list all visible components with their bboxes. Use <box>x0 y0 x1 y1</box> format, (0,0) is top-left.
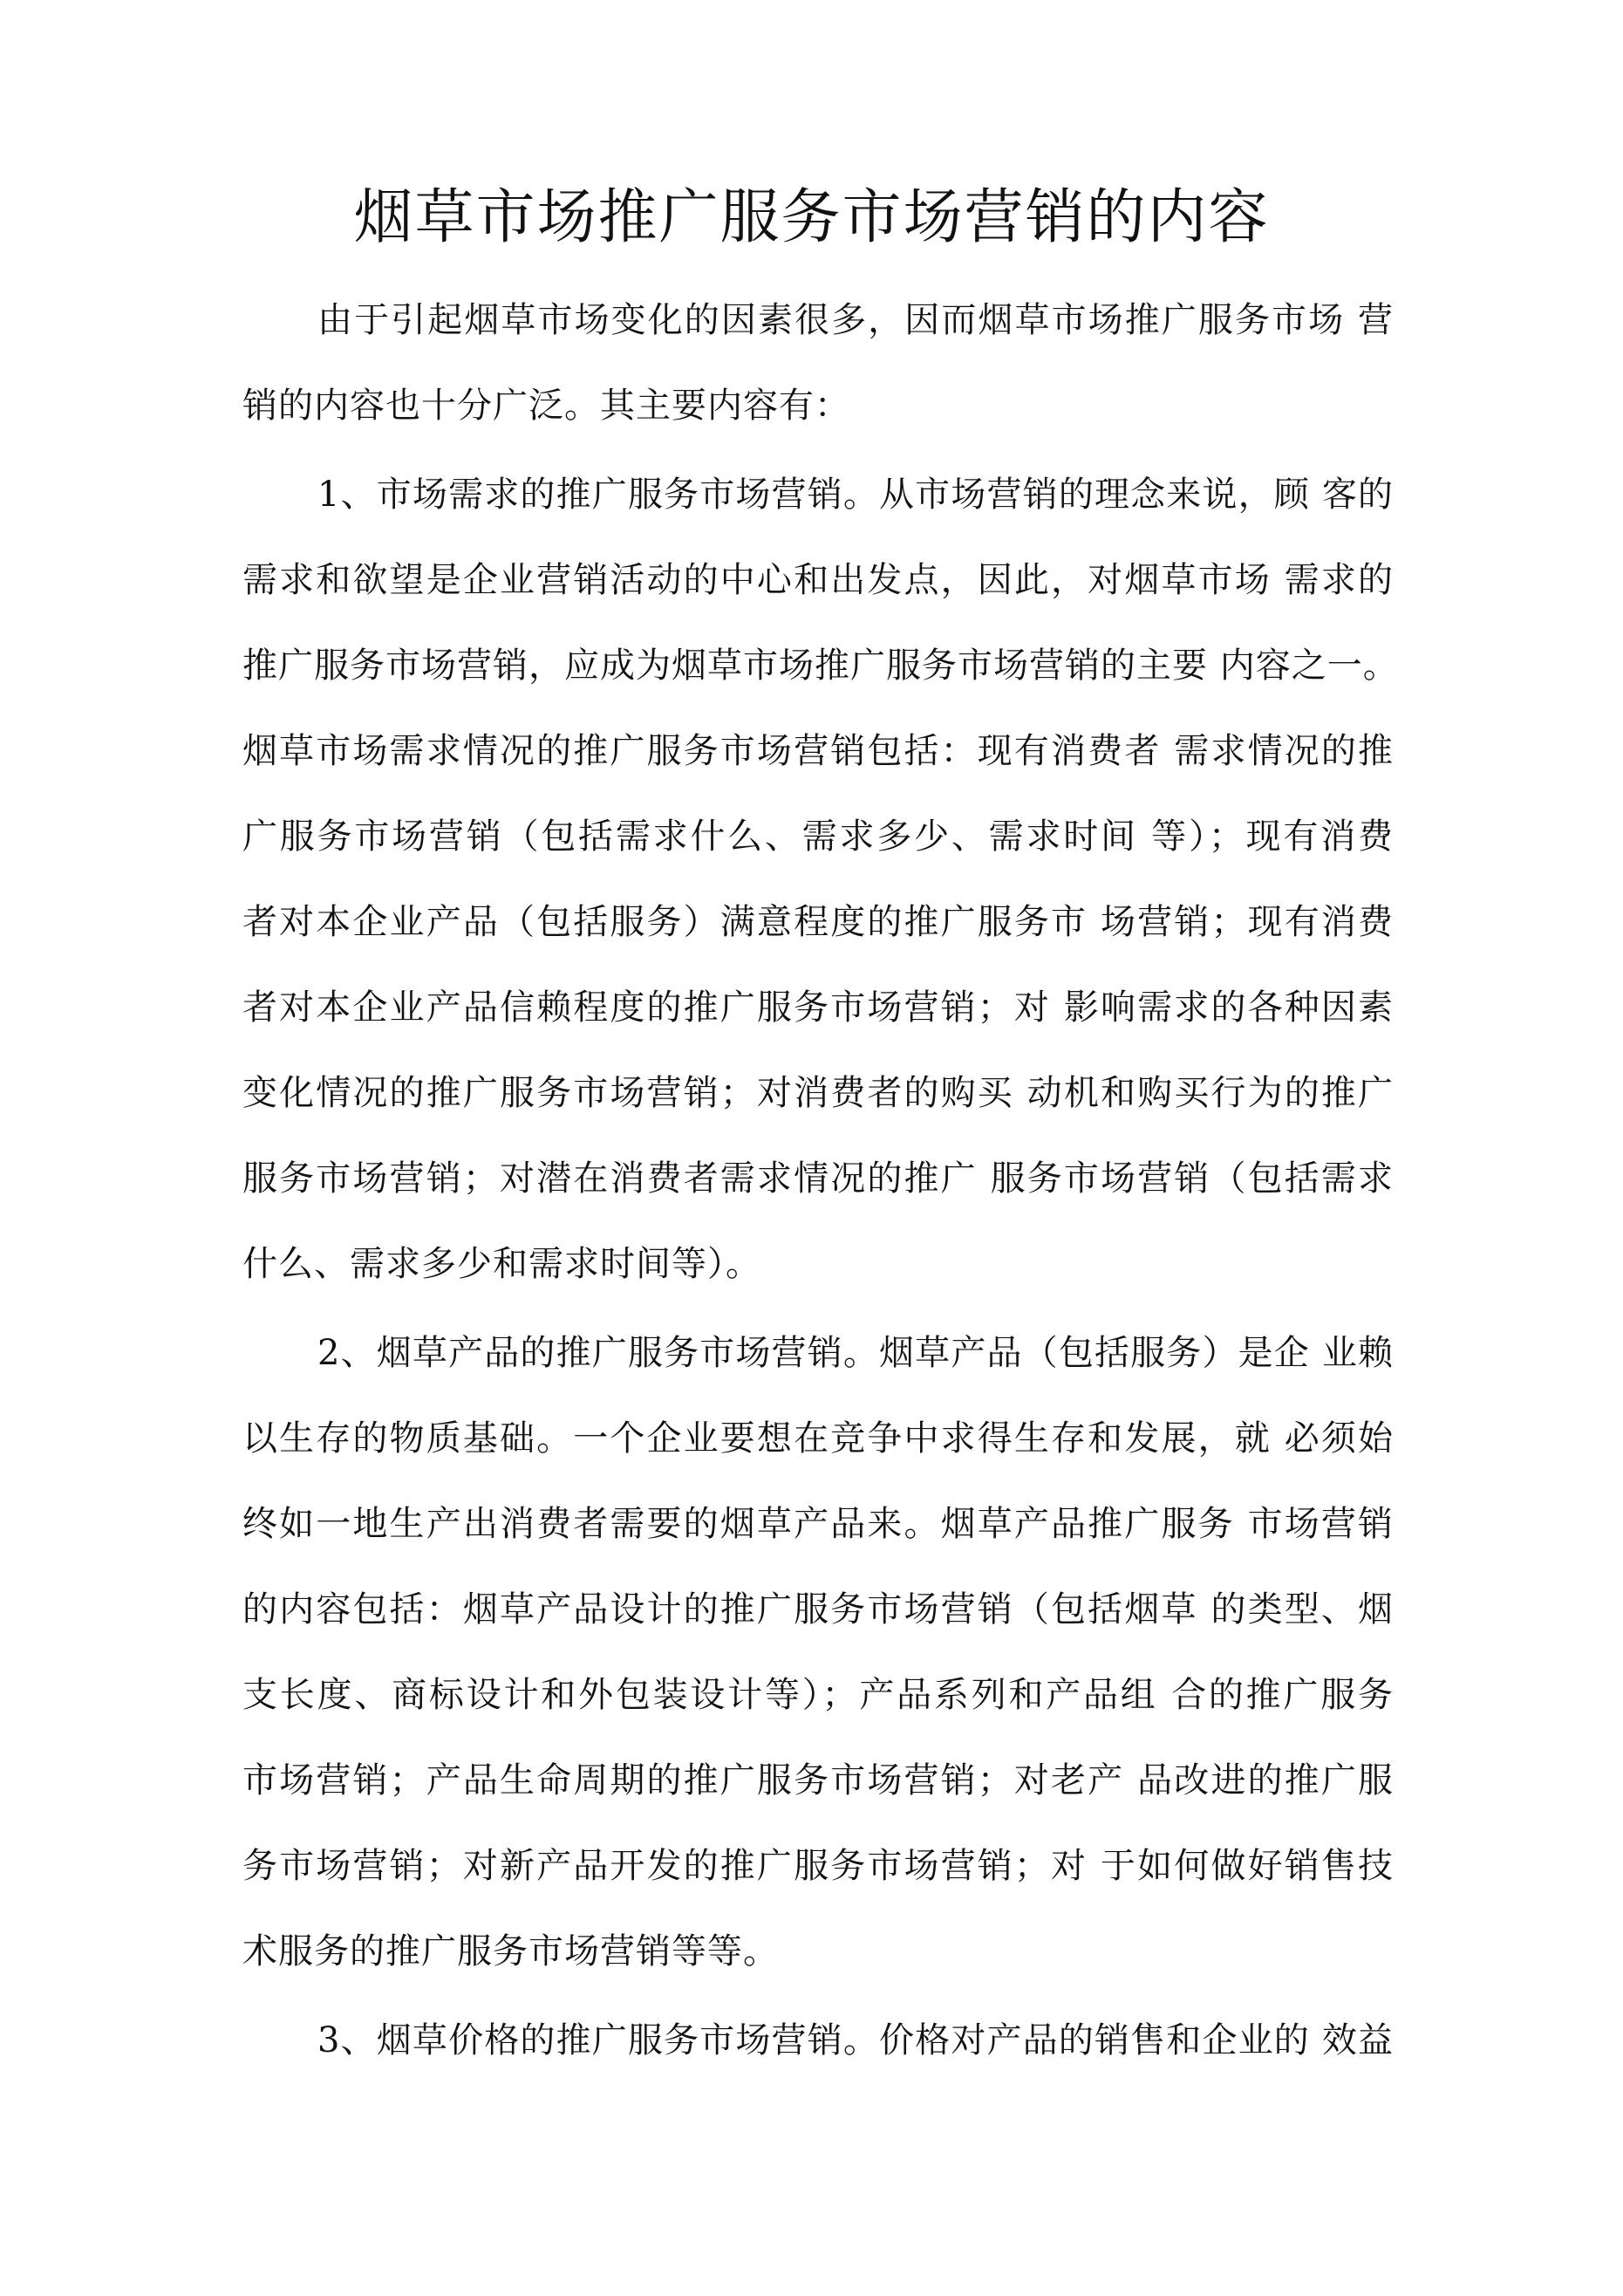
paragraph-line: 务市场营销；对新产品开发的推广服务市场营销；对 于如何做好销售技 <box>242 1846 1394 1886</box>
paragraph-line: 推广服务市场营销，应成为烟草市场推广服务市场营销的主要 内容之一。 <box>242 646 1399 686</box>
paragraph-line: 广服务市场营销（包括需求什么、需求多少、需求时间 等）；现有消费 <box>242 817 1394 857</box>
paragraph-line: 市场营销；产品生命周期的推广服务市场营销；对老产 品改进的推广服 <box>242 1760 1394 1801</box>
paragraph-line: 1、市场需求的推广服务市场营销。从市场营销的理念来说，顾 客的 <box>317 475 1394 515</box>
paragraph-line: 支长度、商标设计和外包装设计等）；产品系列和产品组 合的推广服务 <box>242 1675 1394 1715</box>
paragraph-line: 术服务的推广服务市场营销等等。 <box>242 1931 779 1971</box>
paragraph-line: 变化情况的推广服务市场营销；对消费者的购买 动机和购买行为的推广 <box>242 1073 1394 1113</box>
paragraph-line: 终如一地生产出消费者需要的烟草产品来。烟草产品推广服务 市场营销 <box>242 1504 1394 1544</box>
paragraph-line: 销的内容也十分广泛。其主要内容有： <box>242 386 850 426</box>
paragraph-line: 服务市场营销；对潜在消费者需求情况的推广 服务市场营销（包括需求 <box>242 1158 1394 1199</box>
paragraph-line: 的内容包括：烟草产品设计的推广服务市场营销（包括烟草 的类型、烟 <box>242 1589 1394 1630</box>
paragraph-line: 者对本企业产品信赖程度的推广服务市场营销；对 影响需求的各种因素 <box>242 987 1394 1028</box>
paragraph-line: 2、烟草产品的推广服务市场营销。烟草产品（包括服务）是企 业赖 <box>317 1333 1394 1373</box>
paragraph-line: 3、烟草价格的推广服务市场营销。价格对产品的销售和企业的 效益 <box>317 2020 1394 2060</box>
paragraph-line: 由于引起烟草市场变化的因素很多，因而烟草市场推广服务市场 营 <box>317 300 1394 340</box>
paragraph-line: 什么、需求多少和需求时间等）。 <box>242 1244 761 1284</box>
paragraph-line: 需求和欲望是企业营销活动的中心和出发点，因此，对烟草市场 需求的 <box>242 560 1394 600</box>
paragraph-line: 烟草市场需求情况的推广服务市场营销包括：现有消费者 需求情况的推 <box>242 731 1394 771</box>
paragraph-line: 以生存的物质基础。一个企业要想在竞争中求得生存和发展，就 必须始 <box>242 1418 1394 1459</box>
document-title: 烟草市场推广服务市场营销的内容 <box>353 183 1270 252</box>
paragraph-line: 者对本企业产品（包括服务）满意程度的推广服务市 场营销；现有消费 <box>242 902 1394 942</box>
